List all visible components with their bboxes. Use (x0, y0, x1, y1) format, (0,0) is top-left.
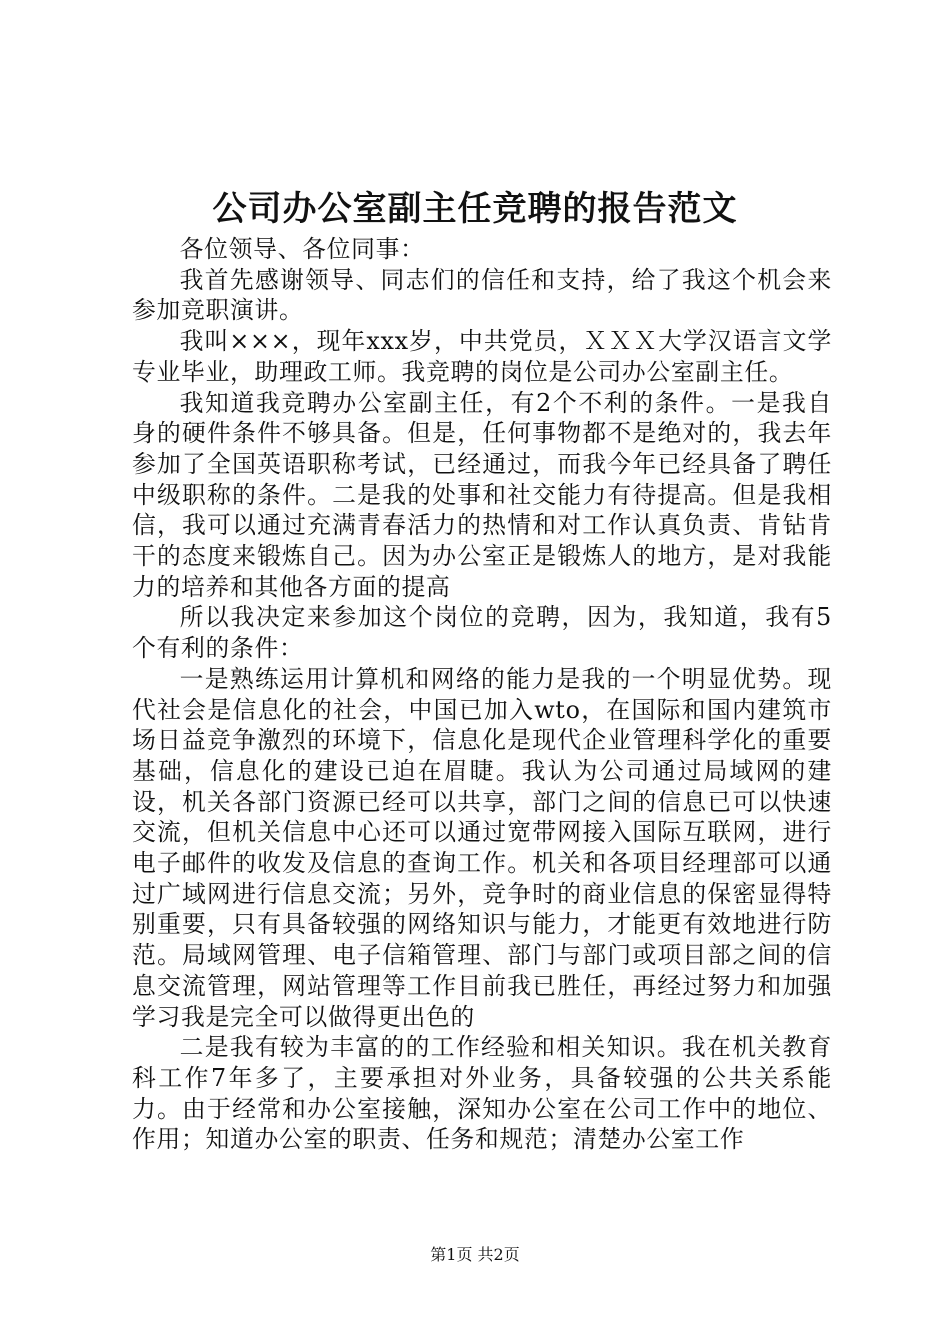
paragraph-decision: 所以我决定来参加这个岗位的竞聘，因为，我知道，我有5个有利的条件： (132, 603, 832, 663)
paragraph-thanks: 我首先感谢领导、同志们的信任和支持，给了我这个机会来参加竞职演讲。 (132, 265, 832, 325)
paragraph-greeting: 各位领导、各位同事： (179, 235, 425, 263)
paragraph-disadvantages: 我知道我竞聘办公室副主任，有2个不利的条件。一是我自身的硬件条件不够具备。但是，任何事物都不是绝对的，我去年参加了全国英语职称考试，已经通过，而我今年已经具备了聘任中级职称的条件。二是我的处事和社交能力有待提高。但是我相信，我可以通过充满青春活力的热情和对工作认真负责、肯钻肯干的态度来锻炼自己。因为办公室正是锻炼人的地方，是对我能力的培养和其他各方面的提高 (132, 388, 832, 601)
paragraph-introduction: 我叫×××，现年xxx岁，中共党员，ＸＸＸ大学汉语言文学专业毕业，助理政工师。我竞聘的岗位是公司办公室副主任。 (132, 327, 832, 386)
document-title: 公司办公室副主任竞聘的报告范文 (212, 189, 738, 229)
page-number-footer: 第1页 共2页 (430, 1245, 520, 1264)
paragraph-advantage-two: 二是我有较为丰富的的工作经验和相关知识。我在机关教育科工作7年多了，主要承担对外业务，具备较强的公共关系能力。由于经常和办公室接触，深知办公室在公司工作中的地位、作用；知道办公室的职责、任务和规范；清楚办公室工作 (132, 1033, 832, 1154)
document-body (132, 234, 832, 1155)
paragraph-advantage-one: 一是熟练运用计算机和网络的能力是我的一个明显优势。现代社会是信息化的社会，中国已加入wto，在国际和国内建筑市场日益竞争激烈的环境下，信息化是现代企业管理科学化的重要基础，信息化的建设已迫在眉睫。我认为公司通过局域网的建设，机关各部门资源已经可以共享，部门之间的信息已可以快速交流，但机关信息中心还可以通过宽带网接入国际互联网，进行电子邮件的收发及信息的查询工作。机关和各项目经理部可以通过广域网进行信息交流；另外，竞争时的商业信息的保密显得特别重要，只有具备较强的网络知识与能力，才能更有效地进行防范。局域网管理、电子信箱管理、部门与部门或项目部之间的信息交流管理，网站管理等工作目前我已胜任，再经过努力和加强学习我是完全可以做得更出色的 (132, 664, 832, 1031)
